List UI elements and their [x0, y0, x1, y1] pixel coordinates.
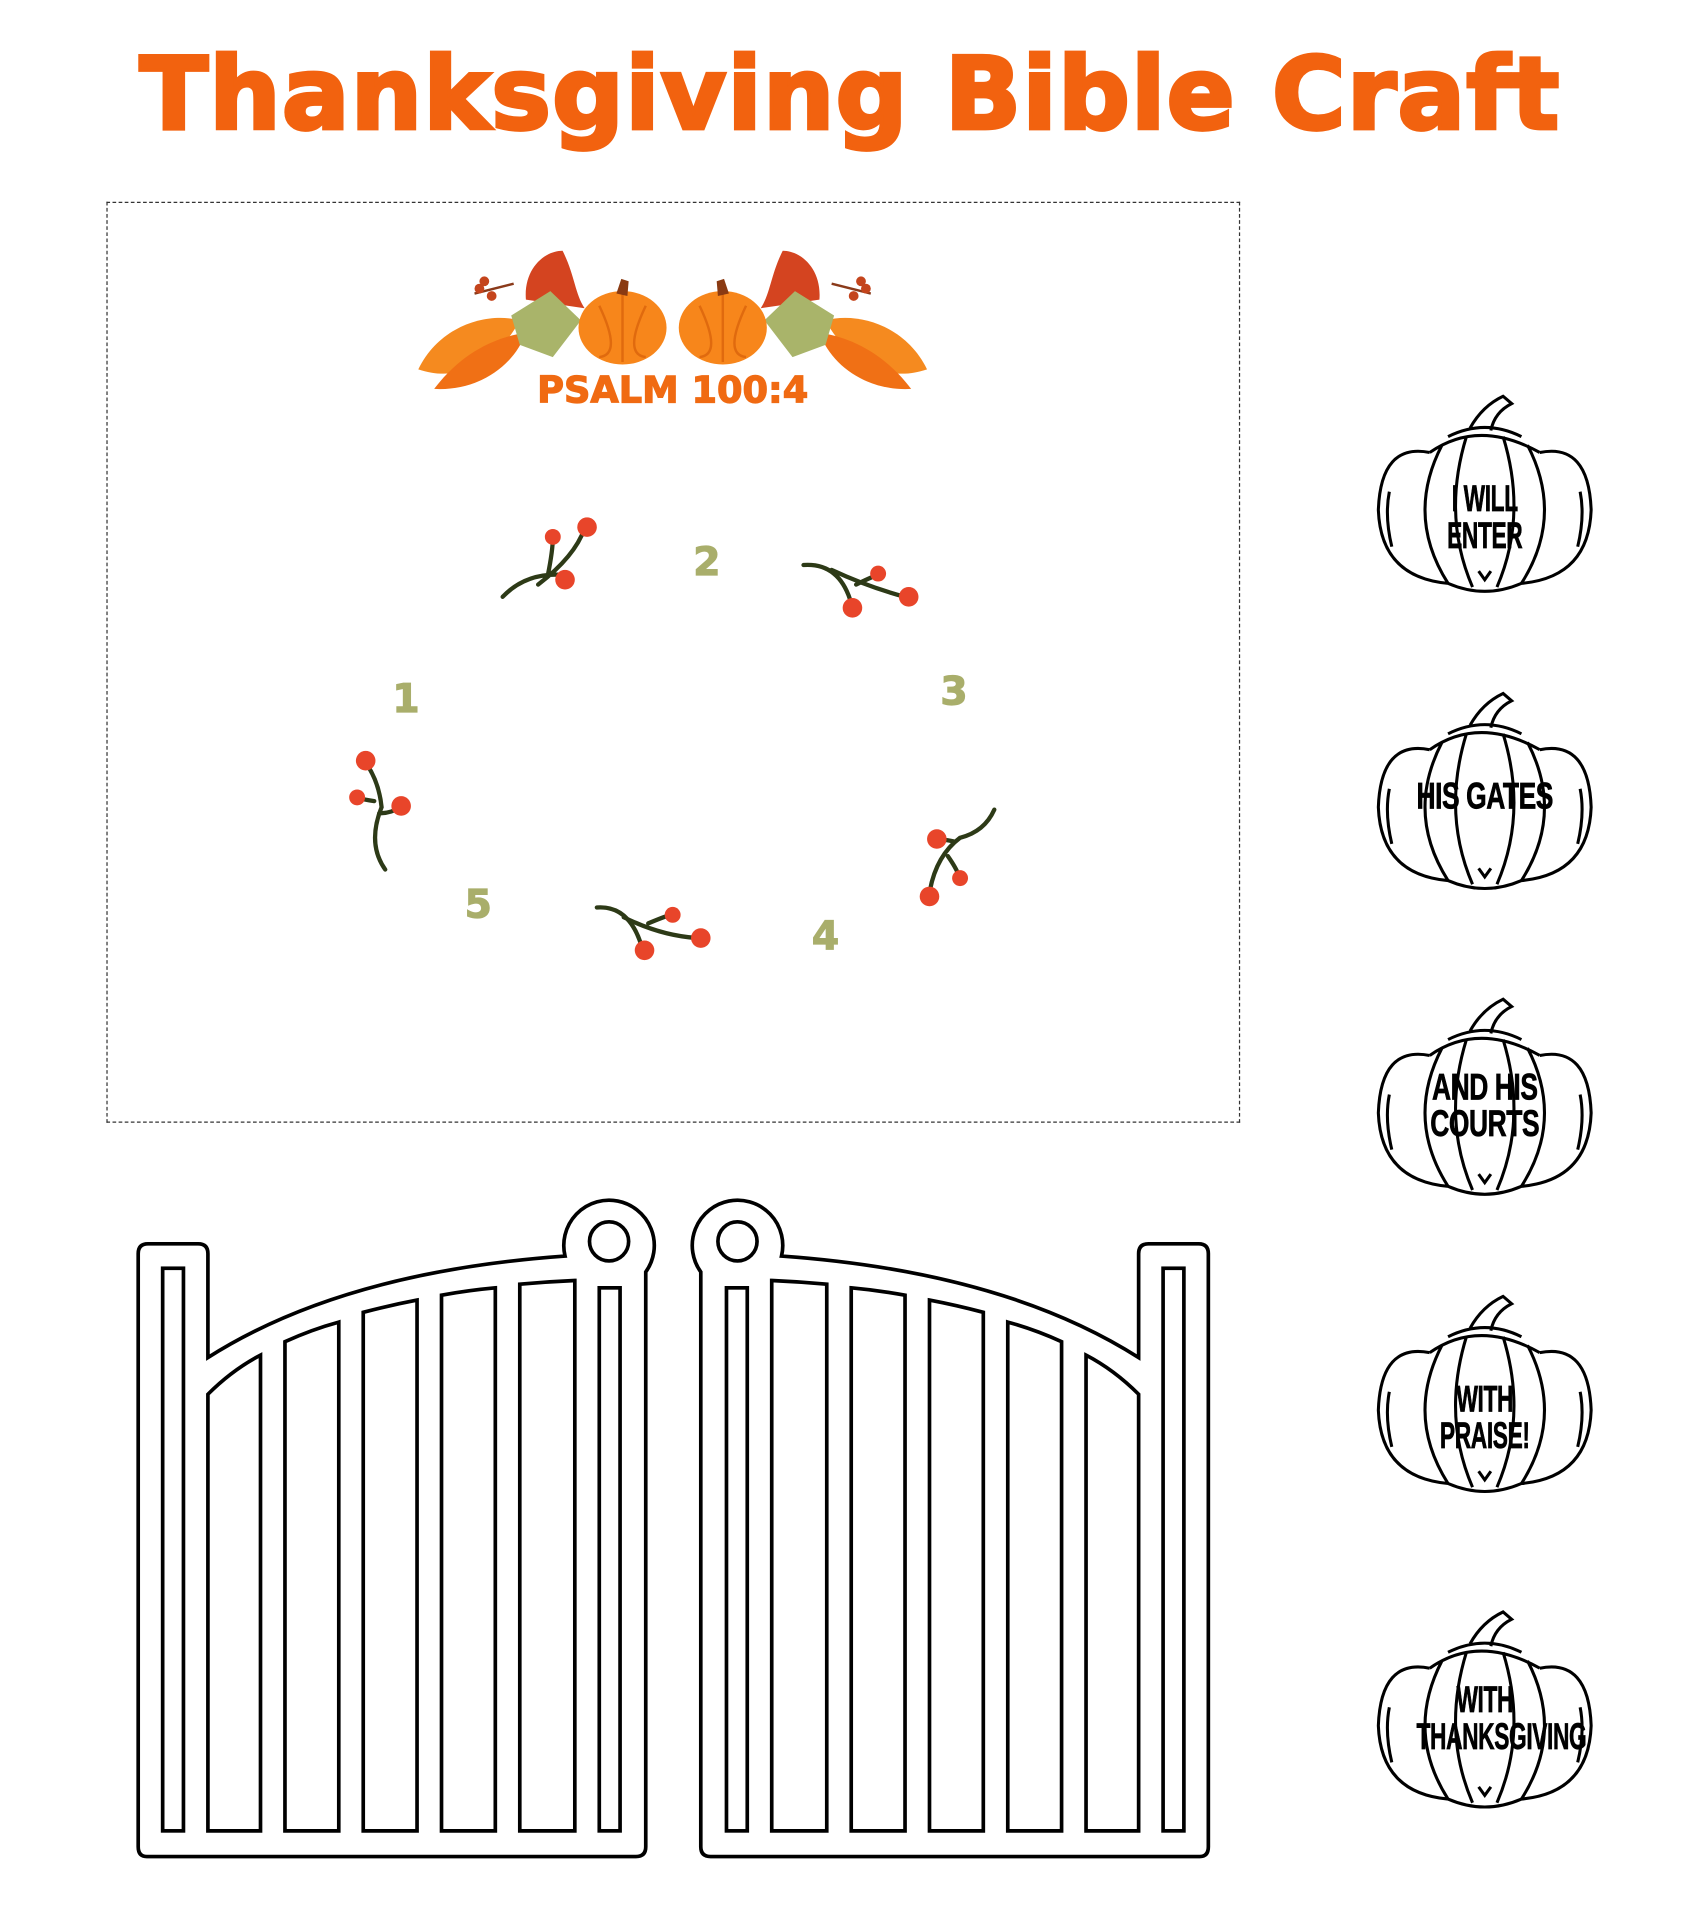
left-decoration-icon	[418, 251, 666, 389]
position-number-1: 1	[392, 675, 420, 722]
pumpkin-text-line: AND HIS	[1431, 1067, 1538, 1109]
berry-sprig-icon	[503, 517, 597, 596]
pumpkin-word-text	[1405, 1067, 1564, 1145]
pumpkin-word-text	[1417, 479, 1553, 557]
pumpkin-word-text	[1416, 1680, 1587, 1758]
berry-sprig-icon	[597, 907, 711, 960]
pumpkin-text-line: WITH	[1456, 1680, 1514, 1721]
position-number-5: 5	[464, 880, 492, 928]
pumpkin-text-line: THANKSGIVING	[1416, 1717, 1587, 1758]
pumpkin-text-line: HIS GATES	[1416, 776, 1553, 817]
position-number-3: 3	[940, 667, 968, 715]
left-gate	[138, 1200, 654, 1856]
position-number-4: 4	[811, 912, 840, 959]
pumpkin-text-line: COURTS	[1430, 1104, 1540, 1145]
pumpkin-word-card	[1375, 1282, 1595, 1496]
page-title: Thanksgiving Bible Craft	[139, 36, 1561, 153]
pumpkin-text-line: WITH PRAISE!	[1439, 1379, 1530, 1457]
pumpkin-word-card	[1375, 382, 1595, 596]
berry-sprig-icon	[349, 751, 411, 870]
verse-reference: PSALM 100:4	[537, 369, 809, 413]
pumpkin-word-card	[1375, 1597, 1595, 1811]
right-gate	[692, 1200, 1208, 1856]
pumpkin-word-card	[1375, 985, 1595, 1199]
pumpkin-text-line: I WILL ENTER	[1447, 479, 1523, 557]
pumpkin-word-text	[1417, 1379, 1553, 1457]
pumpkin-word-card	[1375, 679, 1595, 893]
berry-sprig-icon	[920, 810, 995, 907]
pumpkin-word-text	[1405, 776, 1564, 817]
right-decoration-icon	[679, 251, 927, 389]
position-number-2: 2	[693, 538, 721, 585]
berry-sprig-icon	[804, 565, 919, 618]
